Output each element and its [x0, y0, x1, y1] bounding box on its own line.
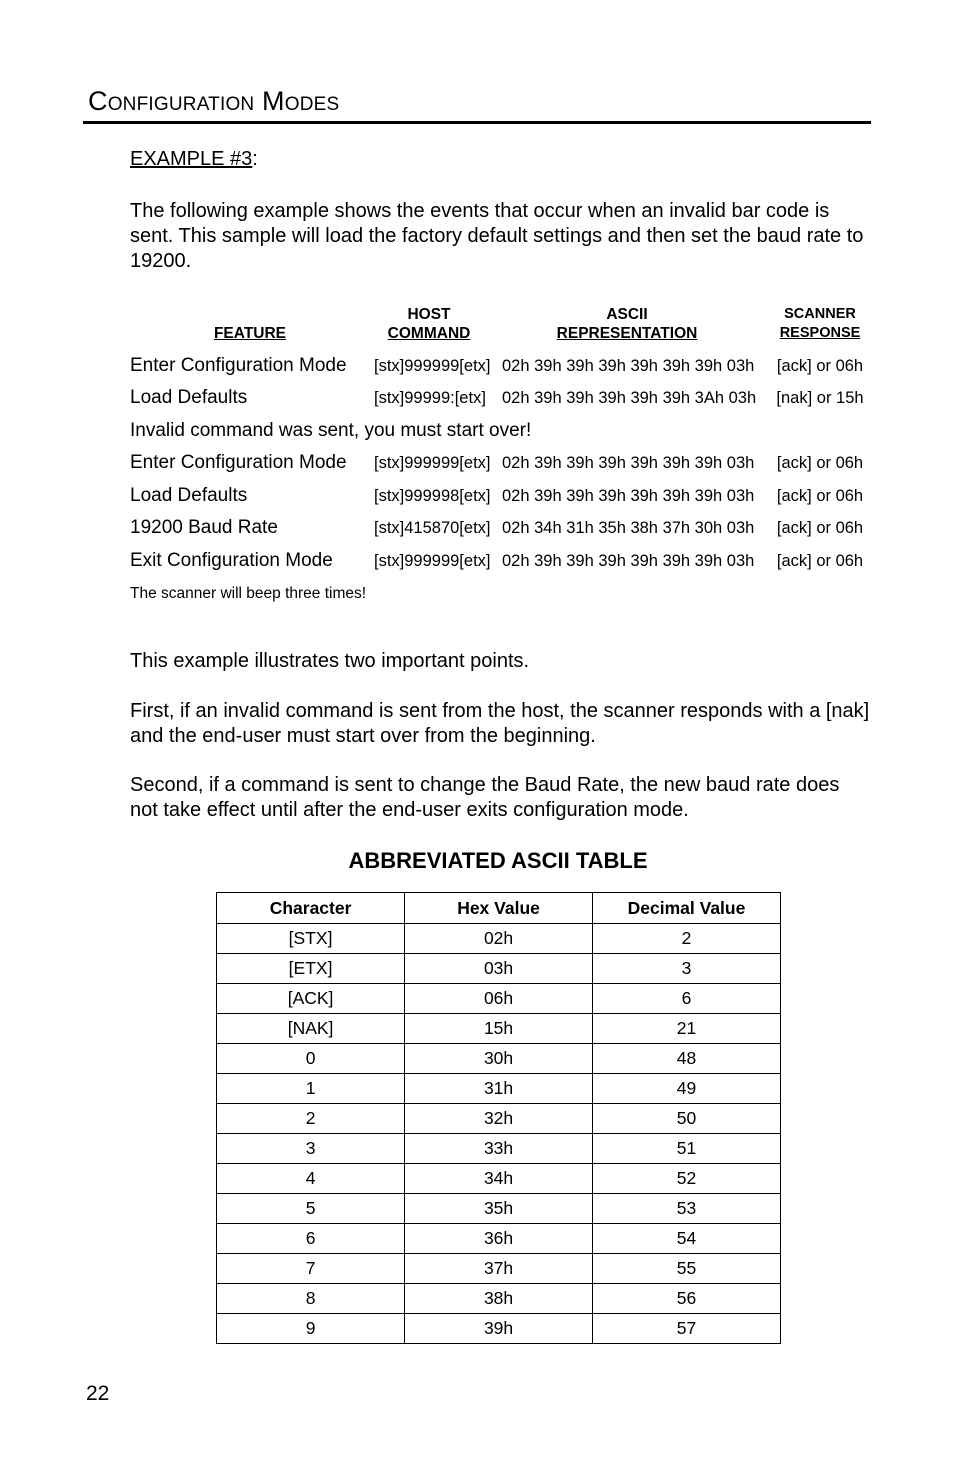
row-response: [ack] or 06h	[776, 487, 864, 505]
example-label-colon: :	[252, 148, 258, 170]
row-host-command: [stx]99999:[etx]	[374, 389, 486, 407]
cell-decimal: 48	[592, 1044, 780, 1074]
table-row	[217, 1194, 781, 1224]
cell-decimal: 2	[592, 924, 780, 954]
cell-character: 7	[217, 1254, 405, 1284]
row-host-command: [stx]999999[etx]	[374, 454, 491, 472]
example-label-text: EXAMPLE #3	[130, 148, 253, 170]
table-row	[217, 1104, 781, 1134]
cell-decimal: 54	[592, 1224, 780, 1254]
row-ascii: 02h 39h 39h 39h 39h 39h 39h 03h	[502, 552, 755, 570]
row-response: [ack] or 06h	[776, 519, 864, 537]
table-row	[217, 1074, 781, 1104]
table-row	[217, 1224, 781, 1254]
cell-character: 8	[217, 1284, 405, 1314]
column-header-character: Character	[217, 893, 405, 924]
cell-hex: 06h	[405, 984, 593, 1014]
header-scanner-response: SCANNER RESPONSE	[779, 306, 861, 341]
cell-character: 4	[217, 1164, 405, 1194]
row-host-command: [stx]415870[etx]	[374, 519, 491, 537]
row-response: [nak] or 15h	[776, 389, 864, 407]
row-feature: 19200 Baud Rate	[130, 517, 278, 538]
table-row	[217, 1254, 781, 1284]
table-row	[217, 984, 781, 1014]
cell-hex: 15h	[405, 1014, 593, 1044]
body-paragraph-3: Second, if a command is sent to change the Baud Rate, the new baud rate does not take effect until after the end-user exits configuration mode.	[130, 774, 840, 821]
cell-decimal: 49	[592, 1074, 780, 1104]
command-row	[130, 517, 870, 543]
header-rule	[83, 121, 871, 124]
table-row	[217, 1314, 781, 1344]
command-row	[130, 355, 870, 381]
body-paragraph-2: First, if an invalid command is sent from the host, the scanner responds with a [nak] and the end-user must start over from the beginning.	[130, 700, 870, 747]
table-row	[217, 924, 781, 954]
cell-character: 9	[217, 1314, 405, 1344]
cell-decimal: 50	[592, 1104, 780, 1134]
cell-decimal: 51	[592, 1134, 780, 1164]
example-label	[130, 148, 258, 171]
table-row	[217, 1134, 781, 1164]
cell-hex: 37h	[405, 1254, 593, 1284]
row-ascii: 02h 39h 39h 39h 39h 39h 3Ah 03h	[502, 389, 757, 407]
header-feature: FEATURE	[213, 325, 287, 342]
cell-hex: 30h	[405, 1044, 593, 1074]
cell-decimal: 57	[592, 1314, 780, 1344]
cell-character: 2	[217, 1104, 405, 1134]
cell-hex: 33h	[405, 1134, 593, 1164]
row-response: [ack] or 06h	[776, 357, 864, 375]
cell-character: [STX]	[217, 924, 405, 954]
cell-hex: 34h	[405, 1164, 593, 1194]
row-host-command: [stx]999999[etx]	[374, 552, 491, 570]
cell-decimal: 6	[592, 984, 780, 1014]
cell-character: 3	[217, 1134, 405, 1164]
ascii-table	[216, 892, 781, 1344]
page-number: 22	[86, 1382, 110, 1405]
cell-hex: 38h	[405, 1284, 593, 1314]
row-feature: Load Defaults	[130, 485, 248, 506]
row-feature: Enter Configuration Mode	[130, 355, 347, 376]
cell-hex: 31h	[405, 1074, 593, 1104]
cell-decimal: 3	[592, 954, 780, 984]
row-feature: Enter Configuration Mode	[130, 452, 347, 473]
command-row	[130, 452, 870, 478]
cell-hex: 35h	[405, 1194, 593, 1224]
cell-character: 6	[217, 1224, 405, 1254]
command-row	[130, 387, 870, 413]
cell-decimal: 21	[592, 1014, 780, 1044]
row-host-command: [stx]999998[etx]	[374, 487, 491, 505]
cell-decimal: 52	[592, 1164, 780, 1194]
header-host-command: HOST COMMAND	[387, 306, 471, 342]
cell-character: [NAK]	[217, 1014, 405, 1044]
invalid-command-note: Invalid command was sent, you must start over!	[130, 420, 532, 441]
section-title: Configuration Modes	[88, 86, 340, 116]
cell-character: [ACK]	[217, 984, 405, 1014]
row-ascii: 02h 39h 39h 39h 39h 39h 39h 03h	[502, 454, 755, 472]
row-feature: Load Defaults	[130, 387, 248, 408]
row-ascii: 02h 39h 39h 39h 39h 39h 39h 03h	[502, 357, 755, 375]
ascii-table-title: ABBREVIATED ASCII TABLE	[348, 848, 648, 873]
example-intro: The following example shows the events that occur when an invalid bar code is sent. This sample will load the factory default settings and then set the baud rate to 19200.	[130, 200, 864, 272]
row-ascii: 02h 39h 39h 39h 39h 39h 39h 03h	[502, 487, 755, 505]
cell-hex: 03h	[405, 954, 593, 984]
row-response: [ack] or 06h	[776, 454, 864, 472]
table-row	[217, 1284, 781, 1314]
cell-character: 1	[217, 1074, 405, 1104]
row-host-command: [stx]999999[etx]	[374, 357, 491, 375]
table-row	[217, 954, 781, 984]
cell-hex: 39h	[405, 1314, 593, 1344]
command-row	[130, 550, 870, 576]
table-row	[217, 1014, 781, 1044]
table-row	[217, 1044, 781, 1074]
row-ascii: 02h 34h 31h 35h 38h 37h 30h 03h	[502, 519, 755, 537]
table-row	[217, 1164, 781, 1194]
cell-decimal: 55	[592, 1254, 780, 1284]
cell-character: 0	[217, 1044, 405, 1074]
column-header-hex: Hex Value	[405, 893, 593, 924]
ascii-table-header-row	[217, 893, 781, 924]
cell-character: 5	[217, 1194, 405, 1224]
cell-character: [ETX]	[217, 954, 405, 984]
header-ascii-representation: ASCII REPRESENTATION	[556, 306, 698, 342]
cell-hex: 32h	[405, 1104, 593, 1134]
beep-note: The scanner will beep three times!	[130, 585, 367, 602]
cell-hex: 36h	[405, 1224, 593, 1254]
cell-decimal: 56	[592, 1284, 780, 1314]
row-response: [ack] or 06h	[776, 552, 864, 570]
row-feature: Exit Configuration Mode	[130, 550, 333, 571]
command-row	[130, 485, 870, 511]
cell-hex: 02h	[405, 924, 593, 954]
cell-decimal: 53	[592, 1194, 780, 1224]
body-paragraph-1: This example illustrates two important points.	[130, 650, 530, 672]
column-header-decimal: Decimal Value	[592, 893, 780, 924]
